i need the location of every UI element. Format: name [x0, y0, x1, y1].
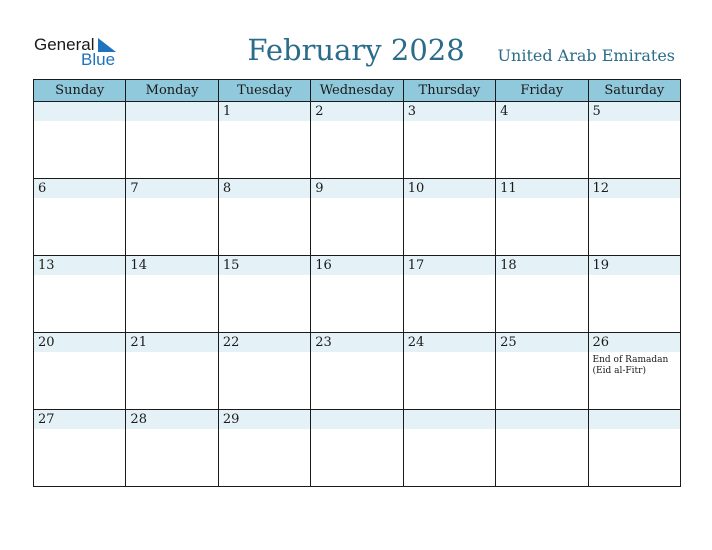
day-number-bar — [404, 410, 495, 429]
day-cell — [403, 256, 495, 333]
logo-blue-text: Blue — [81, 50, 116, 69]
day-number: 15 — [222, 258, 240, 273]
day-cell — [311, 333, 403, 410]
day-cell — [496, 102, 588, 179]
day-number-bar — [126, 102, 217, 121]
week-row — [34, 256, 681, 333]
week-row — [34, 179, 681, 256]
day-number: 5 — [592, 104, 601, 119]
day-cell — [126, 102, 218, 179]
day-number: 2 — [315, 104, 324, 119]
day-number: 4 — [500, 104, 509, 119]
holiday-label-line: (Eid al-Fitr) — [592, 366, 646, 376]
day-cell — [34, 333, 126, 410]
day-number: 17 — [407, 258, 425, 273]
day-number: 25 — [500, 335, 517, 350]
day-cell — [311, 179, 403, 256]
day-cell — [126, 333, 218, 410]
day-number: 3 — [407, 104, 416, 119]
day-cell — [218, 179, 310, 256]
day-number: 7 — [130, 181, 139, 196]
day-number: 21 — [130, 335, 147, 350]
holiday-label — [593, 355, 669, 377]
day-number: 22 — [222, 335, 240, 350]
day-number-bar — [496, 102, 587, 121]
day-number: 29 — [222, 412, 240, 427]
day-cell — [311, 410, 403, 487]
weekday-header-row — [34, 80, 681, 102]
day-number-bar — [589, 410, 680, 429]
day-number-bar — [219, 102, 310, 121]
day-cell — [588, 179, 680, 256]
day-number: 23 — [315, 335, 332, 350]
day-cell — [218, 410, 310, 487]
weekday-header: Saturday — [588, 80, 680, 102]
day-number: 6 — [38, 181, 47, 196]
logo-general-text: General — [34, 35, 95, 54]
day-number: 9 — [315, 181, 324, 196]
day-cell — [34, 256, 126, 333]
weekday-header: Wednesday — [311, 80, 403, 102]
day-number-bar — [126, 179, 217, 198]
calendar-grid — [33, 79, 681, 487]
day-number: 26 — [592, 335, 610, 350]
day-cell — [311, 102, 403, 179]
day-cell — [588, 256, 680, 333]
page-title: February 2028 — [247, 33, 465, 67]
holiday-label-line: End of Ramadan — [592, 355, 669, 365]
day-number: 12 — [592, 181, 610, 196]
day-number-bar — [311, 179, 402, 198]
day-cell — [496, 179, 588, 256]
day-number: 19 — [592, 258, 610, 273]
day-number-bar — [311, 410, 402, 429]
day-cell — [126, 256, 218, 333]
day-cell — [218, 256, 310, 333]
day-number: 11 — [500, 181, 517, 196]
day-number: 28 — [130, 412, 147, 427]
day-cell — [588, 410, 680, 487]
day-number-bar — [496, 410, 587, 429]
day-cell — [218, 333, 310, 410]
generalblue-logo — [34, 35, 124, 69]
weekday-header: Sunday — [34, 80, 126, 102]
weekday-header: Friday — [496, 80, 588, 102]
day-number-bar — [219, 179, 310, 198]
day-number: 8 — [222, 181, 232, 196]
day-number: 13 — [38, 258, 55, 273]
day-number-bar — [589, 102, 680, 121]
country-name: United Arab Emirates — [497, 46, 675, 65]
day-cell — [496, 333, 588, 410]
day-cell — [34, 410, 126, 487]
week-row — [34, 333, 681, 410]
day-cell — [403, 333, 495, 410]
day-cell — [311, 256, 403, 333]
day-cell — [403, 102, 495, 179]
week-row — [34, 102, 681, 179]
day-cell — [126, 179, 218, 256]
day-cell — [126, 410, 218, 487]
day-cell — [403, 410, 495, 487]
day-number: 18 — [500, 258, 517, 273]
day-cell — [588, 333, 680, 410]
day-number: 24 — [407, 335, 425, 350]
weekday-header: Thursday — [403, 80, 495, 102]
day-cell — [496, 410, 588, 487]
day-cell — [588, 102, 680, 179]
day-number-bar — [34, 179, 125, 198]
weekday-header: Monday — [126, 80, 218, 102]
day-cell — [218, 102, 310, 179]
day-number-bar — [34, 102, 125, 121]
day-number: 1 — [222, 104, 232, 119]
day-number: 10 — [407, 181, 425, 196]
day-cell — [34, 179, 126, 256]
day-number: 16 — [315, 258, 332, 273]
day-number-bar — [311, 102, 402, 121]
day-number: 27 — [38, 412, 55, 427]
week-row — [34, 410, 681, 487]
weekday-header: Tuesday — [218, 80, 310, 102]
day-number-bar — [404, 102, 495, 121]
day-cell — [496, 256, 588, 333]
day-number: 20 — [38, 335, 55, 350]
day-cell — [34, 102, 126, 179]
day-cell — [403, 179, 495, 256]
day-number: 14 — [130, 258, 147, 273]
